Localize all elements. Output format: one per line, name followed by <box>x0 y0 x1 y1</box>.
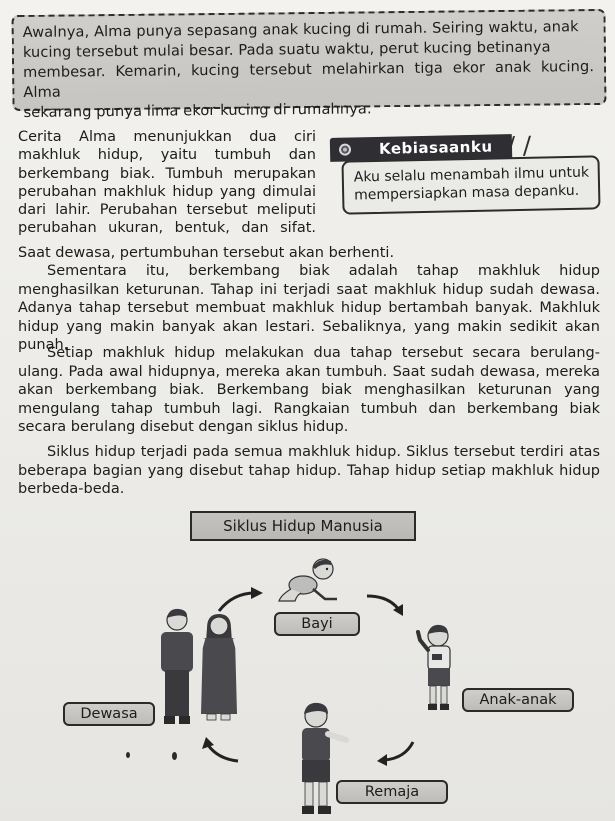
stage-label-anak-anak: Anak-anak <box>462 688 574 712</box>
intro-line: berkembang biak. Tumbuh merupakan <box>18 165 316 182</box>
diagram-title: Siklus Hidup Manusia <box>190 511 416 541</box>
arrow-icon <box>375 740 417 766</box>
habit-callout <box>330 136 602 216</box>
paragraph-cycle <box>18 344 600 437</box>
ink-speck <box>172 752 177 760</box>
habit-body <box>341 155 600 214</box>
habit-line: Aku selalu menambah ilmu untuk <box>353 164 590 186</box>
stage-label-bayi: Bayi <box>274 612 360 636</box>
stripes-decoration <box>507 136 531 157</box>
intro-paragraph <box>18 128 316 238</box>
stage-label-dewasa: Dewasa <box>63 702 155 726</box>
paragraph-text: Sementara itu, berkembang biak adalah tahap makhluk hidup menghasilkan keturunan. Tahap ini terjadi saat makhluk hidup sudah dewasa. Adanya tahap tersebut membuat makhluk hidup bertambah banyak. Makhluk hidup yang makin banyak akan lestari. Sebaliknya, yang makin sedikit akan punah. <box>18 263 600 354</box>
waving-child-illustration <box>414 622 460 714</box>
crawling-baby-illustration <box>275 555 345 605</box>
intro-line: perubahan ukuran, bentuk, dan sifat. <box>18 220 316 237</box>
intro-line: Cerita Alma menunjukkan dua ciri <box>18 129 316 145</box>
story-line: Awalnya, Alma punya sepasang anak kucing di rumah. Seiring waktu, anak <box>22 18 579 41</box>
adult-couple-illustration <box>155 608 245 730</box>
stage-label-remaja: Remaja <box>336 780 448 804</box>
paragraph-reproduction <box>18 262 600 355</box>
intro-last-line: Saat dewasa, pertumbuhan tersebut akan berhenti. <box>18 245 395 261</box>
story-line: membesar. Kemarin, kucing tersebut melahirkan tiga ekor anak kucing. Alma <box>23 58 595 101</box>
habit-line: mempersiapkan masa depanku. <box>354 182 580 204</box>
radio-dot-icon <box>339 143 351 155</box>
story-line: kucing tersebut mulai besar. Pada suatu waktu, perut kucing betinanya <box>22 38 551 61</box>
paragraph-text: Setiap makhluk hidup melakukan dua tahap tersebut secara berulang-ulang. Pada awal hidupnya, mereka akan tumbuh. Saat sudah dewasa, mereka akan berkembang biak. Berkembang biak menghasilkan keturunan yang mengulang tahap tumbuh lagi. Rangkaian tumbuh dan berkembang biak secara berulang disebut dengan siklus hidup. <box>18 345 600 436</box>
ink-speck <box>126 752 130 758</box>
intro-line: dari lahir. Perubahan tersebut meliputi <box>18 202 316 219</box>
habit-header <box>330 134 512 162</box>
story-line: sekarang punya lima ekor kucing di rumahnya. <box>23 100 372 121</box>
intro-line: perubahan makhluk hidup yang dimulai <box>18 183 316 200</box>
intro-line: makhluk hidup, yaitu tumbuh dan <box>18 147 316 164</box>
story-box <box>12 9 607 121</box>
arrow-icon <box>200 735 242 765</box>
habit-title: Kebiasaanku <box>378 137 493 158</box>
paragraph-stages <box>18 443 600 499</box>
arrow-icon <box>365 592 407 618</box>
paragraph-text: Siklus hidup terjadi pada semua makhluk hidup. Siklus tersebut terdiri atas beberapa bagian yang disebut tahap hidup. Tahap hidup setiap makhluk hidup berbeda-beda. <box>18 444 600 498</box>
